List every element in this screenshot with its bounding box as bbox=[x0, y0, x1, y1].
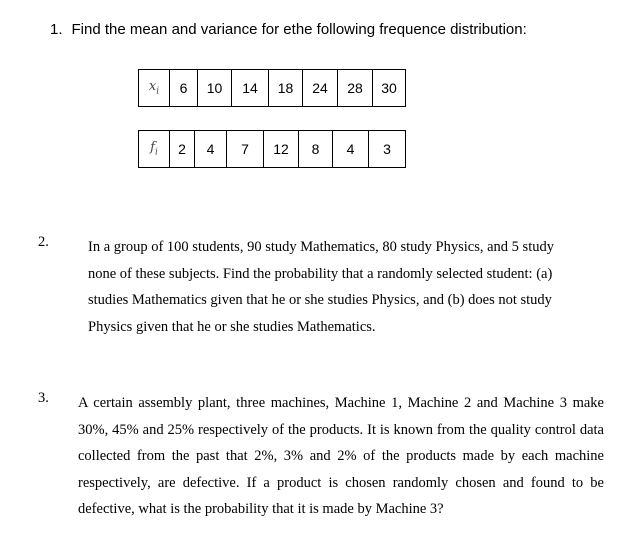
x-value-cell: 10 bbox=[198, 70, 232, 107]
f-value-cell: 12 bbox=[264, 131, 299, 168]
x-values-row bbox=[139, 70, 406, 107]
question-1-number: 1. bbox=[50, 21, 63, 38]
f-value-cell: 7 bbox=[227, 131, 264, 168]
question-1-text: Find the mean and variance for ethe following frequence distribution: bbox=[71, 21, 527, 38]
x-value-cell: 18 bbox=[269, 70, 303, 107]
x-value-cell: 24 bbox=[303, 70, 338, 107]
f-value-cell: 2 bbox=[170, 131, 195, 168]
x-value-cell: 30 bbox=[373, 70, 406, 107]
x-value-cell: 28 bbox=[338, 70, 373, 107]
f-value-cell: 4 bbox=[333, 131, 369, 168]
f-label-cell: $f_i$ bbox=[139, 131, 170, 168]
question-2-number: 2. bbox=[38, 234, 49, 250]
question-3-text: A certain assembly plant, three machines, Machine 1, Machine 2 and Machine 3 make 30%, 45% and 25% respectively of the products. It is known from the quality control data collected from the past that 2%, 3% and 2% of the products made by each machine respectively, are defective. If a product is chosen randomly chosen and found to be defective, what is the probability that it is made by Machine 3? bbox=[78, 395, 604, 517]
question-3-number: 3. bbox=[38, 390, 49, 406]
f-value-cell: 4 bbox=[195, 131, 227, 168]
x-values-table bbox=[138, 69, 406, 107]
question-2-text: In a group of 100 students, 90 study Mathematics, 80 study Physics, and 5 study none of these subjects. Find the probability that a randomly selected student: (a) studies Mathematics given that he or she studies Physics, and (b) does not study Physics given that he or she studies Mathematics. bbox=[88, 239, 554, 335]
x-value-cell: 14 bbox=[232, 70, 269, 107]
f-value-cell: 8 bbox=[299, 131, 333, 168]
f-values-row bbox=[139, 131, 406, 168]
x-label-cell: $x_i$ bbox=[139, 70, 170, 107]
x-value-cell: 6 bbox=[170, 70, 198, 107]
f-values-table bbox=[138, 130, 406, 168]
f-value-cell: 3 bbox=[369, 131, 406, 168]
question-1-heading bbox=[50, 21, 527, 39]
